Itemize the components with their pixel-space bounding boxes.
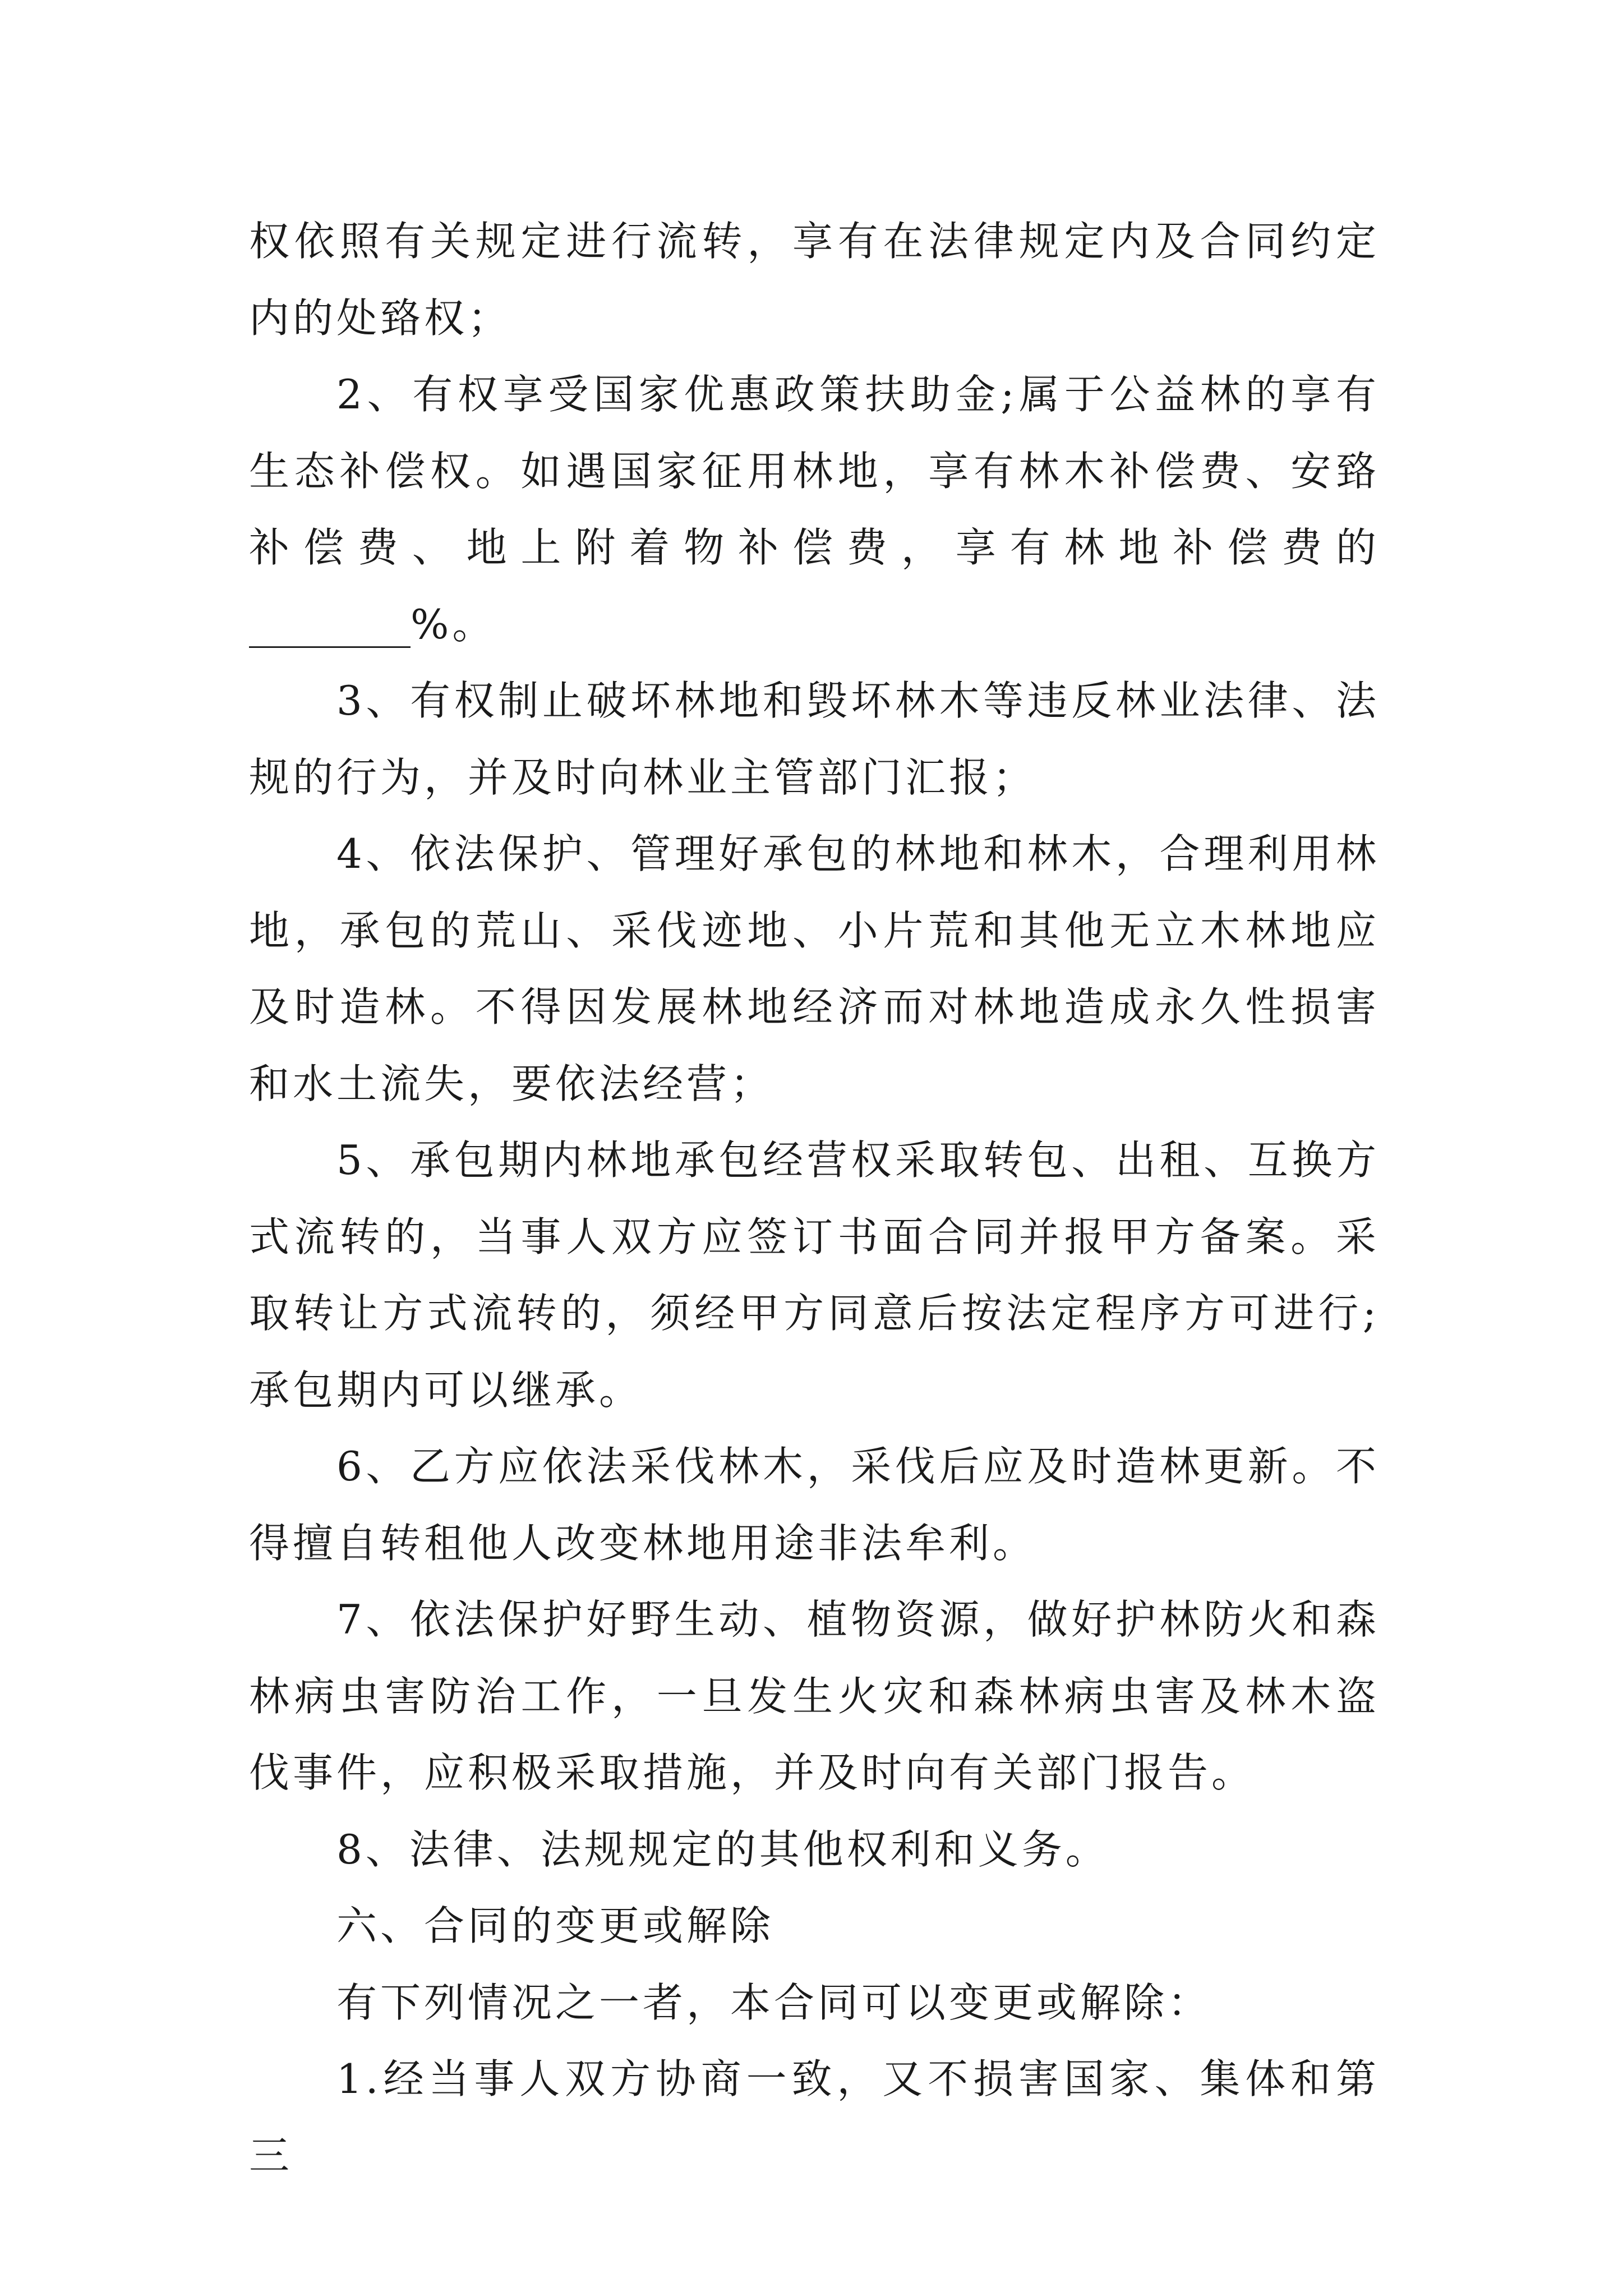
paragraph-item-2: [249, 356, 1380, 662]
section-intro: 有下列情况之一者，本合同可以变更或解除：: [336, 1978, 1212, 2026]
paragraph-item-4: 4、依法保护、管理好承包的林地和林木，合理利用林地，承包的荒山、采伐迹地、小片荒和其他无立木林地应及时造林。不得因发展林地经济而对林地造成永久性损害和水土流失，要依法经营；: [249, 830, 1380, 1107]
fill-in-blank[interactable]: ________: [249, 600, 411, 648]
paragraph-item-5: 5、承包期内林地承包经营权采取转包、出租、互换方式流转的，当事人双方应签订书面合同并报甲方备案。采取转让方式流转的，须经甲方同意后按法定程序方可进行;承包期内可以继承。: [249, 1137, 1380, 1414]
paragraph-item-3: 3、有权制止破坏林地和毁坏林木等违反林业法律、法规的行为，并及时向林业主管部门汇报；: [249, 677, 1380, 801]
paragraph-item-7: 7、依法保护好野生动、植物资源，做好护林防火和森林病虫害防治工作，一旦发生火灾和森林病虫害及林木盗伐事件，应积极采取措施，并及时向有关部门报告。: [249, 1596, 1380, 1796]
document-body: [249, 203, 1380, 2194]
paragraph-item-2-text: 2、有权享受国家优惠政策扶助金;属于公益林的享有生态补偿权。如遇国家征用林地，享有林木补偿费、安臵补偿费、地上附着物补偿费，享有林地补偿费的: [249, 371, 1380, 571]
paragraph-item-6: 6、乙方应依法采伐林木，采伐后应及时造林更新。不得擅自转租他人改变林地用途非法牟利。: [249, 1443, 1380, 1567]
paragraph-continuation: 权依照有关规定进行流转，享有在法律规定内及合同约定内的处臵权；: [249, 218, 1380, 342]
section-item-1: 1.经当事人双方协商一致，又不损害国家、集体和第三: [249, 2055, 1380, 2179]
paragraph-item-8: 8、法律、法规规定的其他权利和义务。: [336, 1825, 1109, 1873]
section-heading: 六、合同的变更或解除: [336, 1902, 774, 1949]
paragraph-item-2-suffix: %。: [411, 600, 496, 648]
